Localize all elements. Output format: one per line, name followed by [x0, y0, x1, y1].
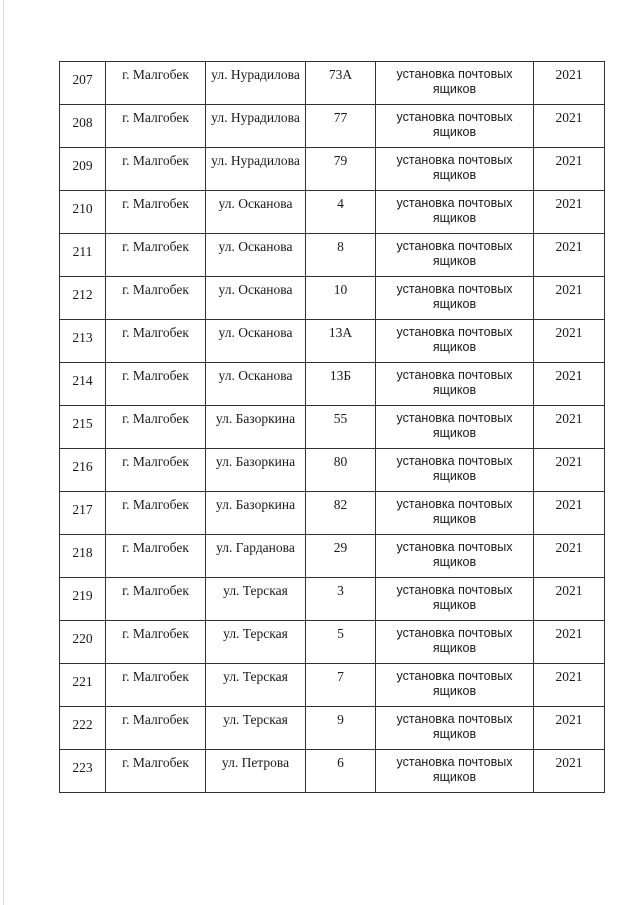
- house-number-cell: [306, 363, 376, 406]
- work-type-cell-text: установка почтовых ящиков: [396, 669, 513, 698]
- year-cell: [534, 449, 605, 492]
- row-number-cell: [60, 449, 106, 492]
- city-cell-text: г. Малгобек: [122, 110, 189, 125]
- year-cell-text: 2021: [555, 110, 583, 125]
- work-type-cell: [376, 750, 534, 793]
- table-row: [60, 62, 605, 105]
- row-number-cell: [60, 492, 106, 535]
- row-number-cell: [60, 707, 106, 750]
- year-cell: [534, 535, 605, 578]
- house-number-cell: [306, 621, 376, 664]
- work-type-cell-text: установка почтовых ящиков: [396, 626, 513, 655]
- city-cell: [106, 105, 206, 148]
- row-number-cell-text: 209: [72, 158, 93, 173]
- house-number-cell-text: 80: [333, 454, 348, 469]
- row-number-cell: [60, 62, 106, 105]
- house-number-cell: [306, 277, 376, 320]
- house-number-cell: [306, 148, 376, 191]
- work-type-cell: [376, 62, 534, 105]
- street-cell: [206, 707, 306, 750]
- street-cell-text: ул. Нурадилова: [211, 67, 300, 82]
- house-number-cell-text: 9: [337, 712, 344, 727]
- work-type-cell-text: установка почтовых ящиков: [396, 755, 513, 784]
- house-number-cell-text: 4: [337, 196, 344, 211]
- work-type-cell-text: установка почтовых ящиков: [396, 583, 513, 612]
- street-cell-text: ул. Терская: [223, 712, 288, 727]
- row-number-cell: [60, 234, 106, 277]
- street-cell-text: ул. Базоркина: [215, 454, 296, 469]
- year-cell: [534, 105, 605, 148]
- row-number-cell: [60, 406, 106, 449]
- street-cell-text: ул. Осканова: [218, 196, 293, 211]
- house-number-cell-text: 8: [337, 239, 344, 254]
- house-number-cell-text: 6: [337, 755, 344, 770]
- work-type-cell-text: установка почтовых ящиков: [396, 411, 513, 440]
- city-cell: [106, 707, 206, 750]
- year-cell-text: 2021: [555, 67, 583, 82]
- street-cell: [206, 148, 306, 191]
- work-type-cell: [376, 191, 534, 234]
- work-type-cell: [376, 449, 534, 492]
- row-number-cell: [60, 320, 106, 363]
- house-number-cell: [306, 449, 376, 492]
- work-type-cell: [376, 578, 534, 621]
- year-cell-text: 2021: [555, 153, 583, 168]
- table-row: [60, 492, 605, 535]
- row-number-cell-text: 216: [72, 459, 93, 474]
- row-number-cell-text: 207: [72, 72, 93, 87]
- year-cell: [534, 363, 605, 406]
- table-row: [60, 406, 605, 449]
- row-number-cell: [60, 191, 106, 234]
- row-number-cell-text: 208: [72, 115, 93, 130]
- row-number-cell: [60, 535, 106, 578]
- house-number-cell: [306, 664, 376, 707]
- house-number-cell-text: 73А: [328, 67, 353, 82]
- work-type-cell-text: установка почтовых ящиков: [396, 454, 513, 483]
- street-cell: [206, 664, 306, 707]
- street-cell-text: ул. Нурадилова: [211, 153, 300, 168]
- street-cell: [206, 406, 306, 449]
- table-row: [60, 277, 605, 320]
- table-row: [60, 750, 605, 793]
- year-cell-text: 2021: [555, 454, 583, 469]
- street-cell-text: ул. Терская: [223, 583, 288, 598]
- year-cell: [534, 707, 605, 750]
- house-number-cell-text: 77: [333, 110, 348, 125]
- year-cell-text: 2021: [555, 712, 583, 727]
- city-cell-text: г. Малгобек: [122, 626, 189, 641]
- street-cell: [206, 492, 306, 535]
- city-cell: [106, 406, 206, 449]
- work-type-cell: [376, 363, 534, 406]
- year-cell-text: 2021: [555, 368, 583, 383]
- row-number-cell-text: 221: [72, 674, 93, 689]
- street-cell: [206, 62, 306, 105]
- work-type-cell-text: установка почтовых ящиков: [396, 712, 513, 741]
- house-number-cell-text: 55: [333, 411, 348, 426]
- house-number-cell-text: 29: [333, 540, 348, 555]
- table-row: [60, 535, 605, 578]
- work-type-cell-text: установка почтовых ящиков: [396, 153, 513, 182]
- work-type-cell: [376, 105, 534, 148]
- street-cell-text: ул. Базоркина: [215, 411, 296, 426]
- city-cell: [106, 535, 206, 578]
- work-type-cell-text: установка почтовых ящиков: [396, 67, 513, 96]
- year-cell-text: 2021: [555, 583, 583, 598]
- street-cell-text: ул. Осканова: [218, 325, 293, 340]
- work-type-cell-text: установка почтовых ящиков: [396, 368, 513, 397]
- year-cell-text: 2021: [555, 497, 583, 512]
- work-type-cell: [376, 535, 534, 578]
- work-type-cell-text: установка почтовых ящиков: [396, 110, 513, 139]
- year-cell-text: 2021: [555, 239, 583, 254]
- row-number-cell: [60, 105, 106, 148]
- house-number-cell: [306, 707, 376, 750]
- city-cell: [106, 449, 206, 492]
- table-row: [60, 234, 605, 277]
- year-cell: [534, 492, 605, 535]
- row-number-cell: [60, 363, 106, 406]
- city-cell-text: г. Малгобек: [122, 153, 189, 168]
- work-type-cell-text: установка почтовых ящиков: [396, 196, 513, 225]
- year-cell: [534, 320, 605, 363]
- house-number-cell-text: 7: [337, 669, 344, 684]
- year-cell-text: 2021: [555, 196, 583, 211]
- city-cell-text: г. Малгобек: [122, 454, 189, 469]
- row-number-cell: [60, 621, 106, 664]
- row-number-cell-text: 220: [72, 631, 93, 646]
- work-type-cell-text: установка почтовых ящиков: [396, 497, 513, 526]
- work-type-cell-text: установка почтовых ящиков: [396, 325, 513, 354]
- year-cell-text: 2021: [555, 325, 583, 340]
- table-row: [60, 191, 605, 234]
- row-number-cell-text: 210: [72, 201, 93, 216]
- row-number-cell-text: 211: [72, 244, 93, 259]
- house-number-cell: [306, 234, 376, 277]
- street-cell-text: ул. Осканова: [218, 239, 293, 254]
- row-number-cell-text: 214: [72, 373, 93, 388]
- year-cell-text: 2021: [555, 626, 583, 641]
- city-cell-text: г. Малгобек: [122, 712, 189, 727]
- year-cell-text: 2021: [555, 669, 583, 684]
- city-cell-text: г. Малгобек: [122, 411, 189, 426]
- year-cell: [534, 621, 605, 664]
- house-number-cell: [306, 105, 376, 148]
- house-number-cell: [306, 750, 376, 793]
- street-cell-text: ул. Гарданова: [216, 540, 295, 555]
- house-number-cell-text: 10: [333, 282, 348, 297]
- street-cell-text: ул. Петрова: [221, 755, 290, 770]
- row-number-cell-text: 218: [72, 545, 93, 560]
- row-number-cell: [60, 277, 106, 320]
- row-number-cell: [60, 664, 106, 707]
- year-cell: [534, 750, 605, 793]
- house-number-cell-text: 79: [333, 153, 348, 168]
- year-cell: [534, 664, 605, 707]
- work-type-cell: [376, 406, 534, 449]
- street-cell-text: ул. Базоркина: [215, 497, 296, 512]
- row-number-cell-text: 213: [72, 330, 93, 345]
- row-number-cell: [60, 750, 106, 793]
- work-type-cell: [376, 492, 534, 535]
- row-number-cell-text: 215: [72, 416, 93, 431]
- city-cell-text: г. Малгобек: [122, 540, 189, 555]
- city-cell: [106, 363, 206, 406]
- year-cell: [534, 406, 605, 449]
- work-type-cell: [376, 320, 534, 363]
- city-cell-text: г. Малгобек: [122, 368, 189, 383]
- street-cell: [206, 320, 306, 363]
- year-cell-text: 2021: [555, 540, 583, 555]
- work-type-cell-text: установка почтовых ящиков: [396, 282, 513, 311]
- house-number-cell-text: 5: [337, 626, 344, 641]
- city-cell: [106, 664, 206, 707]
- city-cell: [106, 621, 206, 664]
- city-cell-text: г. Малгобек: [122, 239, 189, 254]
- city-cell: [106, 234, 206, 277]
- street-cell: [206, 578, 306, 621]
- year-cell-text: 2021: [555, 282, 583, 297]
- year-cell: [534, 277, 605, 320]
- year-cell: [534, 62, 605, 105]
- city-cell-text: г. Малгобек: [122, 325, 189, 340]
- city-cell-text: г. Малгобек: [122, 755, 189, 770]
- work-type-cell: [376, 664, 534, 707]
- row-number-cell-text: 212: [72, 287, 93, 302]
- city-cell: [106, 148, 206, 191]
- row-number-cell: [60, 578, 106, 621]
- year-cell-text: 2021: [555, 755, 583, 770]
- city-cell: [106, 492, 206, 535]
- house-number-cell: [306, 191, 376, 234]
- street-cell-text: ул. Терская: [223, 669, 288, 684]
- city-cell: [106, 277, 206, 320]
- work-type-cell: [376, 234, 534, 277]
- street-cell: [206, 277, 306, 320]
- city-cell-text: г. Малгобек: [122, 583, 189, 598]
- table-row: [60, 621, 605, 664]
- work-type-cell: [376, 148, 534, 191]
- table-row: [60, 578, 605, 621]
- table-row: [60, 148, 605, 191]
- table-row: [60, 363, 605, 406]
- city-cell-text: г. Малгобек: [122, 67, 189, 82]
- house-number-cell-text: 13А: [328, 325, 353, 340]
- table-body: [60, 62, 605, 793]
- street-cell: [206, 750, 306, 793]
- table-row: [60, 320, 605, 363]
- house-number-cell: [306, 535, 376, 578]
- row-number-cell-text: 219: [72, 588, 93, 603]
- street-cell: [206, 535, 306, 578]
- street-cell: [206, 621, 306, 664]
- year-cell: [534, 234, 605, 277]
- street-cell-text: ул. Осканова: [218, 368, 293, 383]
- table-row: [60, 105, 605, 148]
- row-number-cell-text: 217: [72, 502, 93, 517]
- work-type-cell: [376, 277, 534, 320]
- year-cell: [534, 191, 605, 234]
- table-row: [60, 707, 605, 750]
- work-type-cell: [376, 707, 534, 750]
- work-type-cell-text: установка почтовых ящиков: [396, 239, 513, 268]
- city-cell: [106, 191, 206, 234]
- street-cell: [206, 234, 306, 277]
- year-cell: [534, 148, 605, 191]
- work-type-cell: [376, 621, 534, 664]
- row-number-cell-text: 223: [72, 760, 93, 775]
- city-cell-text: г. Малгобек: [122, 669, 189, 684]
- street-cell: [206, 449, 306, 492]
- street-cell-text: ул. Нурадилова: [211, 110, 300, 125]
- city-cell: [106, 62, 206, 105]
- house-number-cell: [306, 320, 376, 363]
- city-cell: [106, 750, 206, 793]
- house-number-cell: [306, 406, 376, 449]
- works-table: [59, 61, 605, 793]
- table-row: [60, 664, 605, 707]
- house-number-cell: [306, 492, 376, 535]
- street-cell: [206, 105, 306, 148]
- city-cell: [106, 320, 206, 363]
- street-cell: [206, 363, 306, 406]
- table-row: [60, 449, 605, 492]
- row-number-cell: [60, 148, 106, 191]
- house-number-cell-text: 3: [337, 583, 344, 598]
- work-type-cell-text: установка почтовых ящиков: [396, 540, 513, 569]
- scan-edge-line: [3, 0, 4, 905]
- house-number-cell: [306, 62, 376, 105]
- street-cell: [206, 191, 306, 234]
- street-cell-text: ул. Терская: [223, 626, 288, 641]
- year-cell-text: 2021: [555, 411, 583, 426]
- city-cell-text: г. Малгобек: [122, 196, 189, 211]
- city-cell-text: г. Малгобек: [122, 497, 189, 512]
- row-number-cell-text: 222: [72, 717, 93, 732]
- city-cell: [106, 578, 206, 621]
- house-number-cell-text: 13Б: [329, 368, 352, 383]
- year-cell: [534, 578, 605, 621]
- house-number-cell: [306, 578, 376, 621]
- city-cell-text: г. Малгобек: [122, 282, 189, 297]
- street-cell-text: ул. Осканова: [218, 282, 293, 297]
- house-number-cell-text: 82: [333, 497, 348, 512]
